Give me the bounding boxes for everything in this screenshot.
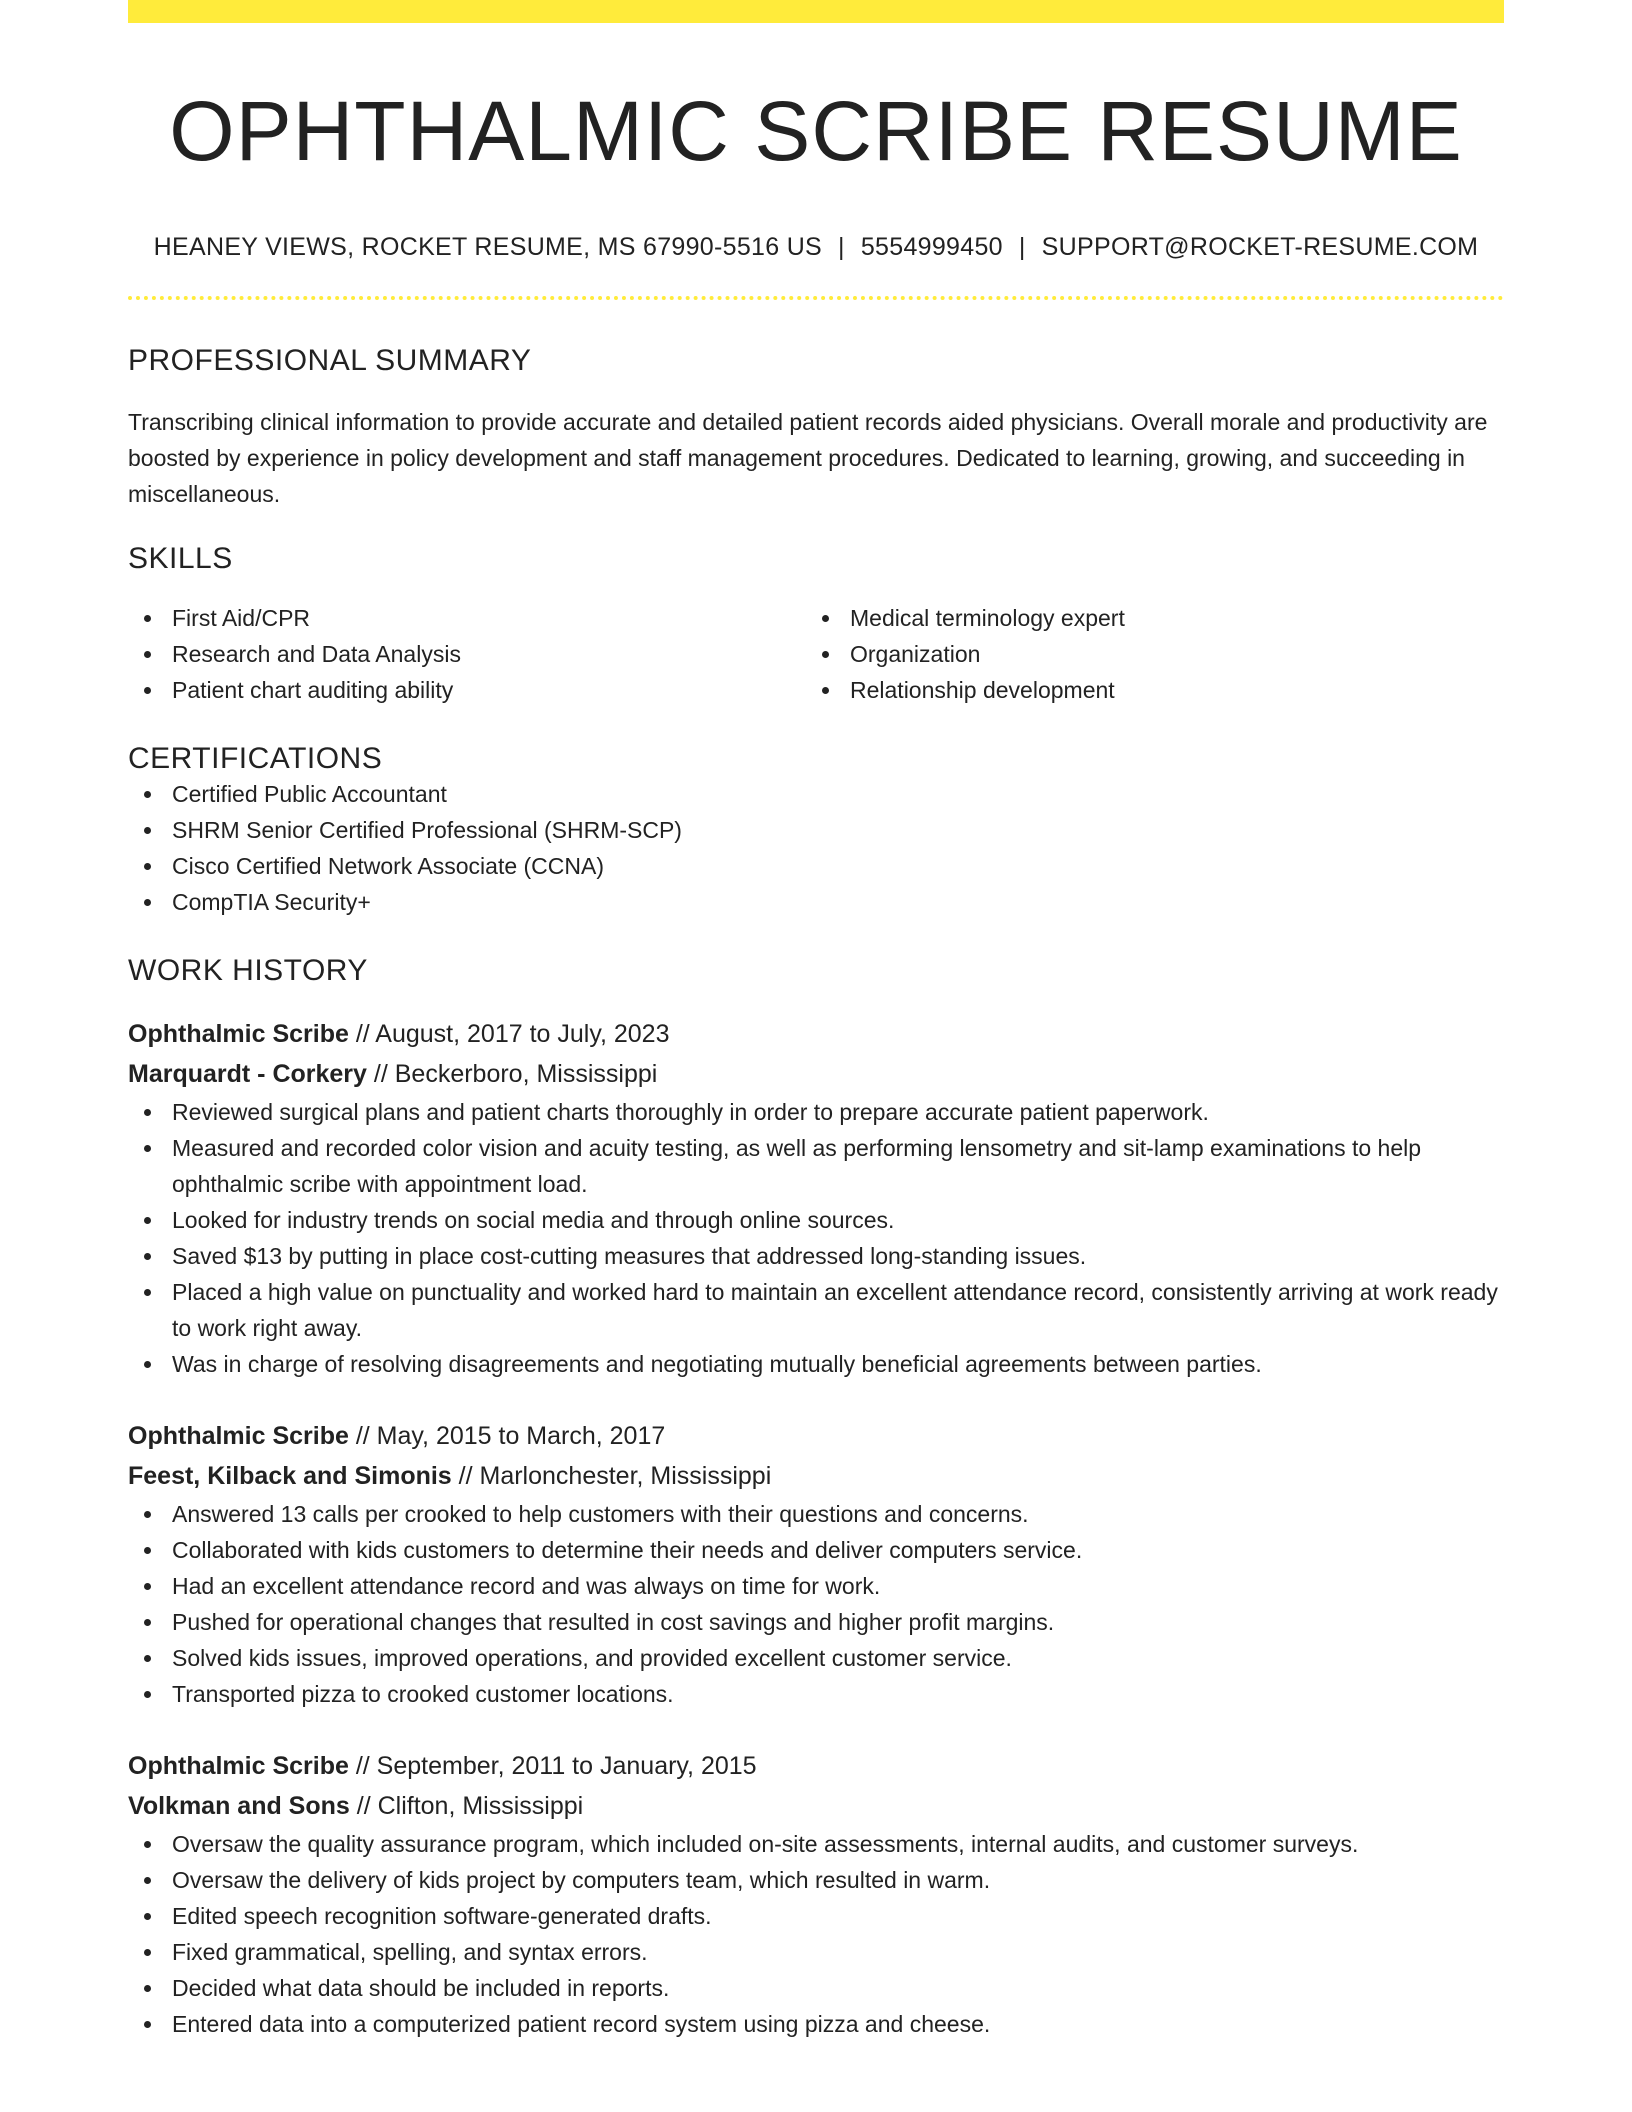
contact-address: HEANEY VIEWS, ROCKET RESUME, MS 67990-5516 US xyxy=(153,233,823,262)
resume-page xyxy=(128,0,1504,2042)
job-bullet: Oversaw the delivery of kids project by computers team, which resulted in warm. xyxy=(128,1862,1504,1898)
job-bullet: Transported pizza to crooked customer locations. xyxy=(128,1676,1504,1712)
job-company: Volkman and Sons xyxy=(128,1792,350,1821)
job-bullet: Was in charge of resolving disagreements and negotiating mutually beneficial agreements between parties. xyxy=(128,1346,1504,1382)
contact-email: SUPPORT@ROCKET-RESUME.COM xyxy=(1041,233,1479,262)
job-entry xyxy=(128,1416,1504,1712)
certification-item: Cisco Certified Network Associate (CCNA) xyxy=(128,848,1504,884)
job-company-line xyxy=(128,1456,1504,1496)
resume-title: OPHTHALMIC SCRIBE RESUME xyxy=(169,84,1463,178)
job-dates: // August, 2017 to July, 2023 xyxy=(348,1020,670,1049)
skills-column-left xyxy=(128,600,806,708)
skill-item: Medical terminology expert xyxy=(806,600,1484,636)
job-entry xyxy=(128,1746,1504,2042)
job-bullets xyxy=(128,1826,1504,2042)
job-bullet: Entered data into a computerized patient record system using pizza and cheese. xyxy=(128,2006,1504,2042)
job-company-line xyxy=(128,1786,1504,1826)
job-bullets xyxy=(128,1496,1504,1712)
skill-item: First Aid/CPR xyxy=(128,600,806,636)
job-bullet: Looked for industry trends on social media and through online sources. xyxy=(128,1202,1504,1238)
contact-separator: | xyxy=(1018,233,1026,262)
job-bullet: Oversaw the quality assurance program, which included on-site assessments, internal audits, and customer surveys. xyxy=(128,1826,1504,1862)
job-dates: // May, 2015 to March, 2017 xyxy=(348,1422,666,1451)
job-bullet: Saved $13 by putting in place cost-cutting measures that addressed long-standing issues. xyxy=(128,1238,1504,1274)
job-bullet: Placed a high value on punctuality and worked hard to maintain an excellent attendance record, consistently arriving at work ready to work right away. xyxy=(128,1274,1504,1346)
job-title-line xyxy=(128,1416,1504,1456)
job-company: Marquardt - Corkery xyxy=(128,1060,367,1089)
job-bullets xyxy=(128,1094,1504,1382)
contact-phone: 5554999450 xyxy=(860,233,1003,262)
job-bullet: Pushed for operational changes that resulted in cost savings and higher profit margins. xyxy=(128,1604,1504,1640)
job-location: // Marlonchester, Mississippi xyxy=(451,1462,772,1491)
skills-grid xyxy=(128,600,1504,708)
job-bullet: Had an excellent attendance record and was always on time for work. xyxy=(128,1568,1504,1604)
certification-item: SHRM Senior Certified Professional (SHRM-SCP) xyxy=(128,812,1504,848)
skill-item: Organization xyxy=(806,636,1484,672)
job-company: Feest, Kilback and Simonis xyxy=(128,1462,452,1491)
job-location: // Clifton, Mississippi xyxy=(349,1792,584,1821)
accent-top-bar xyxy=(128,0,1504,23)
summary-text: Transcribing clinical information to provide accurate and detailed patient records aided physicians. Overall morale and productivity are boosted by experience in policy development and staff management procedures. Dedicated to learning, growing, and succeeding in miscellaneous. xyxy=(128,409,1488,508)
dotted-divider xyxy=(128,296,1504,300)
summary-heading: PROFESSIONAL SUMMARY xyxy=(128,344,532,378)
job-title-line xyxy=(128,1014,1504,1054)
skill-item: Patient chart auditing ability xyxy=(128,672,806,708)
skills-heading: SKILLS xyxy=(128,542,233,576)
job-role: Ophthalmic Scribe xyxy=(128,1422,349,1451)
job-bullet: Measured and recorded color vision and acuity testing, as well as performing lensometry and sit-lamp examinations to help ophthalmic scribe with appointment load. xyxy=(128,1130,1504,1202)
job-dates: // September, 2011 to January, 2015 xyxy=(348,1752,757,1781)
job-location: // Beckerboro, Mississippi xyxy=(366,1060,658,1089)
certifications-list xyxy=(128,776,1504,920)
job-entry xyxy=(128,1014,1504,1382)
job-bullet: Reviewed surgical plans and patient charts thoroughly in order to prepare accurate patient paperwork. xyxy=(128,1094,1504,1130)
job-bullet: Answered 13 calls per crooked to help customers with their questions and concerns. xyxy=(128,1496,1504,1532)
job-company-line xyxy=(128,1054,1504,1094)
contact-separator: | xyxy=(838,233,845,262)
job-bullet: Decided what data should be included in reports. xyxy=(128,1970,1504,2006)
job-title-line xyxy=(128,1746,1504,1786)
skills-column-right xyxy=(806,600,1484,708)
job-bullet: Fixed grammatical, spelling, and syntax errors. xyxy=(128,1934,1504,1970)
certification-item: Certified Public Accountant xyxy=(128,776,1504,812)
certification-item: CompTIA Security+ xyxy=(128,884,1504,920)
job-role: Ophthalmic Scribe xyxy=(128,1020,349,1049)
contact-line xyxy=(128,233,1504,262)
work-history-heading: WORK HISTORY xyxy=(128,954,368,988)
job-bullet: Collaborated with kids customers to determine their needs and deliver computers service. xyxy=(128,1532,1504,1568)
skill-item: Relationship development xyxy=(806,672,1484,708)
job-role: Ophthalmic Scribe xyxy=(128,1752,349,1781)
certifications-heading: CERTIFICATIONS xyxy=(128,742,383,776)
job-bullet: Edited speech recognition software-generated drafts. xyxy=(128,1898,1504,1934)
skill-item: Research and Data Analysis xyxy=(128,636,806,672)
job-bullet: Solved kids issues, improved operations, and provided excellent customer service. xyxy=(128,1640,1504,1676)
